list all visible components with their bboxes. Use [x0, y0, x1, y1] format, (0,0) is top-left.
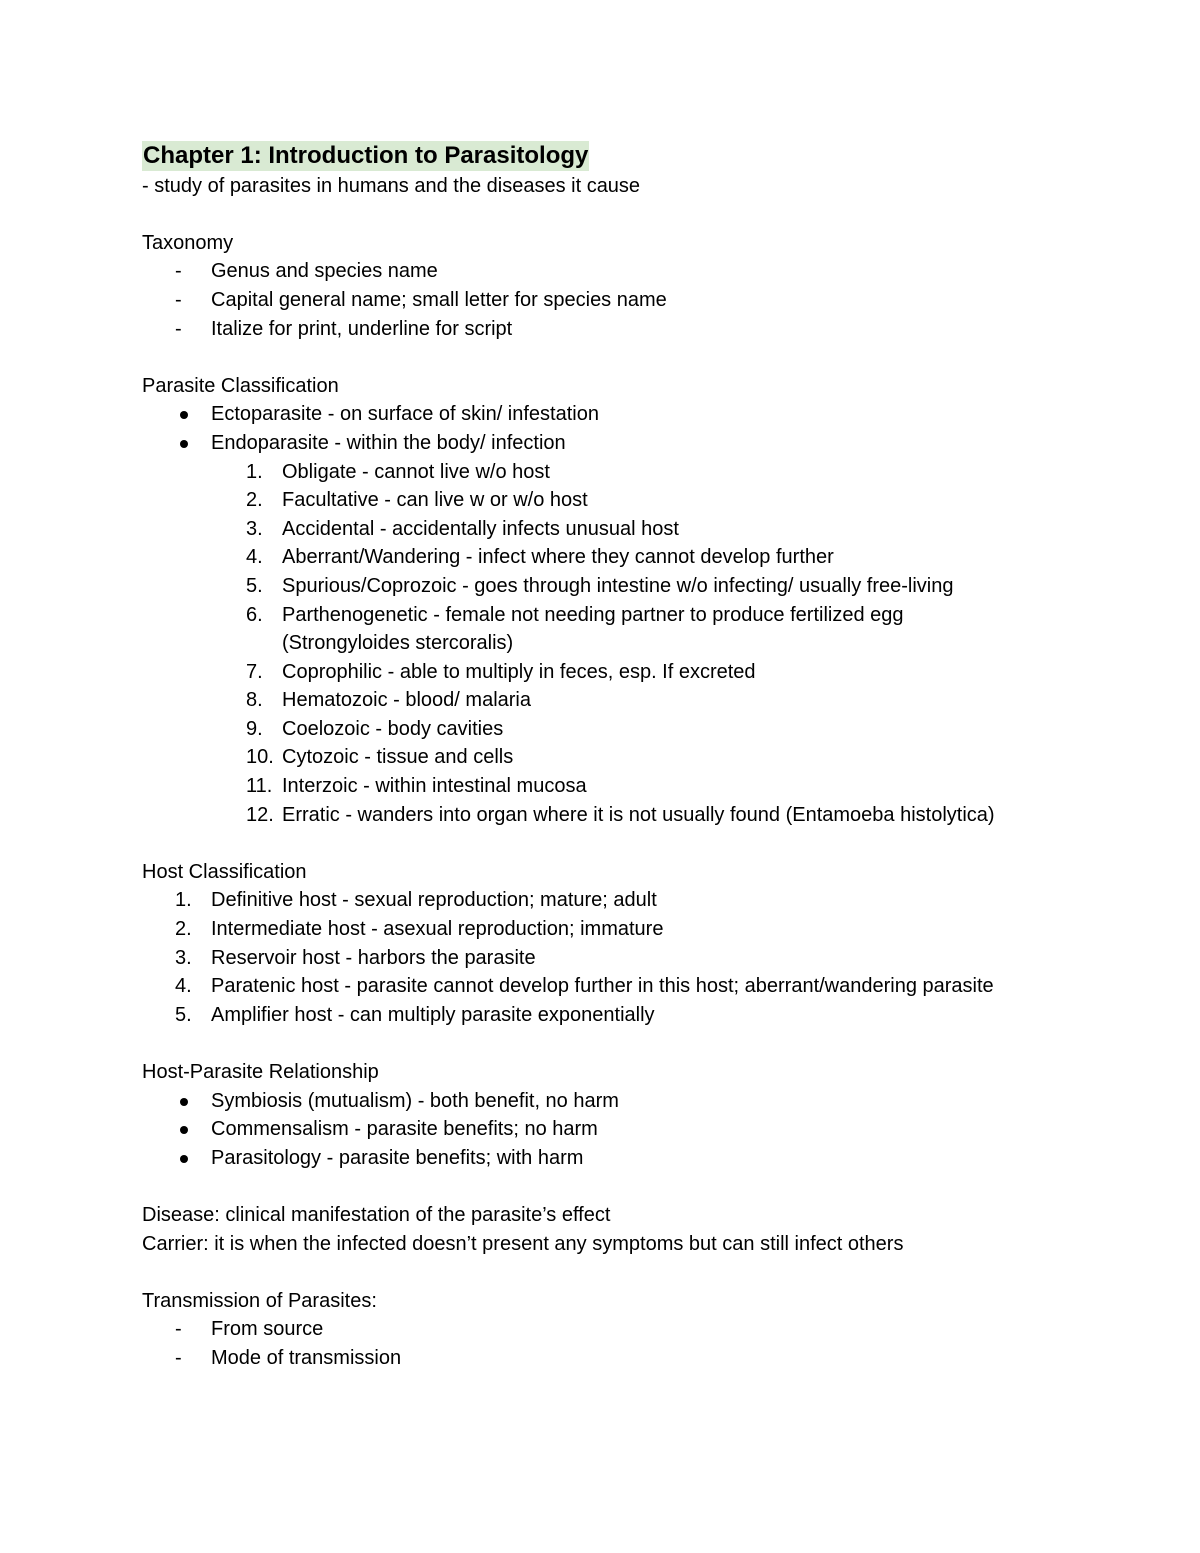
list-item-text: From source — [211, 1318, 324, 1341]
list-item-text: Genus and species name — [211, 260, 438, 283]
list-item — [142, 515, 1142, 544]
list-item-text: Facultative - can live w or w/o host — [282, 489, 588, 512]
list-number: 1. — [246, 460, 263, 483]
list-item — [142, 1344, 1142, 1373]
host-classification-list — [142, 886, 1142, 1029]
list-number: 9. — [246, 717, 263, 740]
list-number: 1. — [175, 889, 192, 912]
list-item-text: Obligate - cannot live w/o host — [282, 460, 550, 483]
list-item — [142, 257, 1142, 286]
list-item — [142, 429, 1142, 458]
list-item-text: Spurious/Coprozoic - goes through intestine w/o infecting/ usually free-living — [282, 574, 954, 597]
chapter-subtitle: - study of parasites in humans and the diseases it cause — [142, 174, 641, 197]
host-parasite-relationship-heading: Host-Parasite Relationship — [142, 1061, 379, 1083]
list-item — [142, 686, 1142, 715]
list-item — [142, 400, 1142, 429]
list-item-text: Reservoir host - harbors the parasite — [211, 946, 536, 969]
list-number: 7. — [246, 660, 263, 683]
list-item — [142, 886, 1142, 915]
list-number: 5. — [246, 574, 263, 597]
parasite-classification-heading: Parasite Classification — [142, 374, 339, 397]
list-number: 8. — [246, 689, 263, 712]
spacer — [142, 829, 1142, 858]
list-item — [142, 944, 1142, 973]
list-item — [142, 972, 1142, 1001]
list-item-text: Parasitology - parasite benefits; with harm — [211, 1146, 584, 1169]
parasite-classification-list — [142, 400, 1142, 457]
list-item — [142, 1315, 1142, 1344]
list-item-text: Endoparasite - within the body/ infection — [211, 431, 566, 454]
spacer — [142, 1029, 1142, 1058]
chapter-title-text: Chapter 1: Introduction to Parasitology — [143, 142, 589, 169]
dash-marker: - — [175, 1318, 182, 1341]
list-item — [142, 1144, 1142, 1173]
chapter-title — [142, 141, 1142, 172]
list-number: 2. — [246, 489, 263, 512]
host-classification-heading: Host Classification — [142, 860, 307, 883]
list-item-text: Erratic - wanders into organ where it is not usually found (Entamoeba histolytica) — [282, 803, 995, 826]
bullet-icon — [180, 440, 188, 448]
list-item — [142, 486, 1142, 515]
list-number: 6. — [246, 603, 263, 626]
list-item — [142, 315, 1142, 344]
transmission-heading: Transmission of Parasites: — [142, 1289, 377, 1312]
list-item-text: Ectoparasite - on surface of skin/ infestation — [211, 403, 599, 426]
bullet-icon — [180, 1098, 188, 1106]
endoparasite-types-list — [142, 458, 1142, 830]
list-item — [142, 286, 1142, 315]
list-item-text: Amplifier host - can multiply parasite exponentially — [211, 1003, 655, 1026]
list-item-text: Cytozoic - tissue and cells — [282, 746, 514, 769]
list-item-text: Symbiosis (mutualism) - both benefit, no harm — [211, 1089, 619, 1112]
list-number: 5. — [175, 1003, 192, 1026]
dash-marker: - — [175, 1346, 182, 1369]
list-number: 10. — [246, 746, 274, 769]
list-item-text: Mode of transmission — [211, 1346, 402, 1369]
list-item — [142, 572, 1142, 601]
list-item-text: Aberrant/Wandering - infect where they cannot develop further — [282, 546, 834, 569]
list-item-text: Parthenogenetic - female not needing partner to produce fertilized egg (Strongyloides stercoralis) — [282, 603, 904, 655]
spacer — [142, 1258, 1142, 1287]
taxonomy-heading: Taxonomy — [142, 231, 234, 254]
dash-marker: - — [175, 260, 182, 283]
list-item — [142, 801, 1142, 830]
list-number: 11. — [246, 775, 273, 798]
list-item-text: Paratenic host - parasite cannot develop further in this host; aberrant/wandering parasite — [211, 975, 994, 998]
list-item — [142, 1087, 1142, 1116]
list-item-text: Hematozoic - blood/ malaria — [282, 689, 531, 712]
list-item — [142, 743, 1142, 772]
bullet-icon — [180, 1126, 188, 1134]
list-item — [142, 658, 1142, 687]
list-item-text: Interzoic - within intestinal mucosa — [282, 775, 587, 798]
list-number: 2. — [175, 918, 192, 941]
list-item — [142, 543, 1142, 572]
spacer — [142, 343, 1142, 372]
list-number: 4. — [175, 975, 192, 998]
list-item — [142, 715, 1142, 744]
disease-definition: Disease: clinical manifestation of the parasite’s effect — [142, 1203, 611, 1226]
dash-marker: - — [175, 317, 182, 340]
list-item-text: Definitive host - sexual reproduction; mature; adult — [211, 889, 657, 912]
transmission-list — [142, 1315, 1142, 1372]
list-item — [142, 1115, 1142, 1144]
list-item-text: Intermediate host - asexual reproduction; immature — [211, 918, 664, 941]
host-parasite-relationship-list — [142, 1087, 1142, 1173]
list-item — [142, 1001, 1142, 1030]
list-item-text: Commensalism - parasite benefits; no harm — [211, 1118, 598, 1141]
list-item-text: Accidental - accidentally infects unusual host — [282, 517, 679, 540]
list-item-text: Coelozoic - body cavities — [282, 717, 504, 740]
dash-marker: - — [175, 288, 182, 311]
spacer — [142, 200, 1142, 229]
list-number: 3. — [175, 946, 192, 969]
bullet-icon — [180, 411, 188, 419]
list-item — [142, 915, 1142, 944]
list-number: 12. — [246, 803, 274, 826]
spacer — [142, 1172, 1142, 1201]
list-item-text: Capital general name; small letter for species name — [211, 288, 667, 311]
taxonomy-list — [142, 257, 1142, 343]
carrier-definition: Carrier: it is when the infected doesn’t present any symptoms but can still infect others — [142, 1232, 904, 1255]
list-item-text: Italize for print, underline for script — [211, 317, 513, 340]
list-number: 4. — [246, 546, 263, 569]
list-number: 3. — [246, 517, 263, 540]
document-page — [142, 141, 1142, 1373]
list-item — [142, 772, 1142, 801]
bullet-icon — [180, 1155, 188, 1163]
list-item-text: Coprophilic - able to multiply in feces, esp. If excreted — [282, 660, 756, 683]
list-item — [142, 601, 1002, 658]
list-item — [142, 458, 1142, 487]
